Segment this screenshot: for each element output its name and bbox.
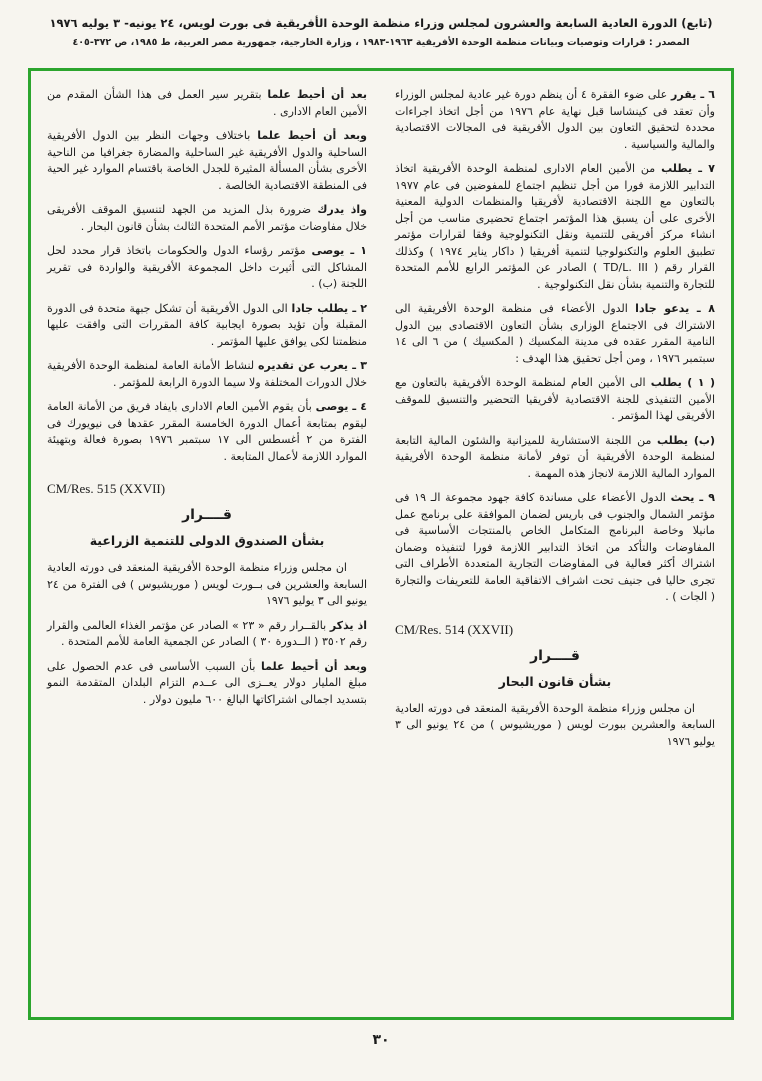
two-column-layout bbox=[47, 87, 715, 1007]
paragraph-left-1 bbox=[47, 87, 367, 120]
resolution-subject-ifad: بشأن الصندوق الدولى للتنمية الزراعية bbox=[89, 533, 325, 548]
paragraph-right-9 bbox=[395, 490, 715, 606]
paragraph-text: على ضوء الفقرة ٤ أن ينظم دورة غير عادية لمجلس الوزراء وأن تعقد فى كينشاسا قبل نهاية عام ١٩٧٦ من أجل اتخاذ اجراءات محددة لتحقيق التعاون بين الدول الأفريقية فى المجالات الاقتصادية والمالية والسياسية . bbox=[395, 88, 715, 151]
paragraph-lead: اذ يذكر bbox=[329, 618, 367, 632]
resolution-heading: قــــرار bbox=[182, 507, 232, 523]
resolution-code-515: CM/Res. 515 (XXVII) bbox=[47, 481, 166, 496]
paragraph-lead: وبعد أن أحيط علما bbox=[261, 659, 368, 673]
paragraph-left-2 bbox=[47, 128, 367, 194]
paragraph-right-6 bbox=[395, 87, 715, 153]
right-column bbox=[395, 87, 715, 1007]
paragraph-text: ان مجلس وزراء منظمة الوحدة الأفريقية المنعقد فى دورته العادية السابعة والعشرين فى بــورت لويس ( موريشيوس ) فى الفترة من ٢٤ يونيو الى ٣ يوليو ١٩٧٦ bbox=[47, 561, 367, 607]
resolution-heading: قــــرار bbox=[530, 647, 580, 664]
paragraph-lead: ٧ ـ يطلب bbox=[661, 162, 715, 175]
paragraph-text: بتقرير سير العمل فى هذا الشأن المقدم من الأمين العام الادارى . bbox=[47, 88, 367, 118]
paragraph-left-recalling bbox=[47, 618, 367, 651]
paragraph-text: من اللجنة الاستشارية للميزانية والشئون المالية التابعة لمنظمة الوحدة الأفريقية أن توفر لأمانة منظمة الوحدة الأفريقية الموارد المالية اللازمة لانجاز هذه المهمة . bbox=[395, 433, 715, 480]
paragraph-lead: ٢ ـ يطلب جادا bbox=[291, 301, 368, 315]
paragraph-lead: ٣ ـ يعرب عن تقديره bbox=[258, 359, 367, 372]
paragraph-left-noting bbox=[47, 659, 367, 709]
paragraph-lead: ٤ ـ يوصى bbox=[315, 400, 367, 413]
paragraph-lead: ١ ـ يوصى bbox=[311, 244, 367, 257]
paragraph-right-8b bbox=[395, 433, 715, 483]
left-column bbox=[47, 87, 367, 1007]
header-session-title: (تابع) الدورة العادية السابعة والعشرون لمجلس وزراء منظمة الوحدة الأفريقية فى بورت لويس، ٢٤ يونيه- ٣ يوليه ١٩٧٦ bbox=[49, 16, 713, 30]
page-number: ٣٠ bbox=[372, 1032, 390, 1048]
paragraph-lead: وبعد أن أحيط علما bbox=[257, 129, 368, 142]
paragraph-text: الى الأمين العام لمنظمة الوحدة الأفريقية بالتعاون مع الأمين التنفيذى للجنة الاقتصادية لأفريقيا التحضير والتنسيق للموقف الأفريقى لهذا المؤتمر . bbox=[395, 376, 715, 422]
paragraph-text: بالقــرار رقم « ٢٣ » الصادر عن مؤتمر الغذاء العالمى والقرار رقم ٣٥٠٢ ( الــدورة ٣٠ ) الصادر عن الجمعية العامة للأمم المتحدة . bbox=[47, 618, 367, 648]
paragraph-text: باختلاف وجهات النظر بين الدول الأفريقية الساحلية والدول الأفريقية غير الساحلية والمضارة جغرافيا من الناحية الأخرى بشأن المسألة المثيرة للجدل الخاصة باقتسام الموارد غير الحية فى المنطقة الاقتصادية الخالصة . bbox=[47, 129, 367, 192]
resolution-code-514: CM/Res. 514 (XXVII) bbox=[395, 621, 514, 637]
paragraph-lead: (ب) يطلب bbox=[656, 433, 716, 447]
resolution-subject-law-of-sea: بشأن قانون البحار bbox=[498, 673, 612, 689]
paragraph-text: ضرورة بذل المزيد من الجهد لتنسيق الموقف الأفريقى خلال مفاوضات مؤتمر الأمم المتحدة الثالث بشأن قانون البحار . bbox=[47, 203, 367, 233]
paragraph-text: لنشاط الأمانة العامة لمنظمة الوحدة الأفريقية خلال الدورات المختلفة ولا سيما الدورة الرابعة للمؤتمر . bbox=[47, 359, 367, 389]
paragraph-lead: واذ يدرك bbox=[317, 203, 368, 216]
paragraph-left-3 bbox=[47, 202, 367, 235]
paragraph-lead: ٦ ـ يقرر bbox=[671, 88, 715, 101]
paragraph-text: الدول الأعضاء فى منظمة الوحدة الأفريقية الى الاشتراك فى الاجتماع الوزارى بشأن التعاون الاقتصادى بين الدول النامية المقرر عقده فى مدينة المكسيك ( المكسيك ) من ٦ الى ١٤ سبتمبر ١٩٧٦ ، ومن أجل تحقيق هذا الهدف : bbox=[395, 302, 715, 365]
paragraph-right-8a bbox=[395, 375, 715, 425]
paragraph-left-preamble bbox=[47, 560, 367, 610]
paragraph-text: من الأمين العام الادارى لمنظمة الوحدة الأفريقية اتخاذ التدابير اللازمة فورا من أجل تنظيم اجتماع للمفوضين فى عام ١٩٧٧ بالتعاون مع اللجنة الاقتصادية لأفريقيا والمنظمات الدولية المعنية الأخرى على أن يسبق هذا المؤتمر اجتماع تحضيرى مناسب من أجل انشاء مركز أفريقى للتنمية ونقل التكنولوجية وفقا لقرارات مؤتمر تطبيق العلوم والتكنولوجيا لتنمية أفريقيا ( داكار يناير ١٩٧٤ ) وكذلك القرار رقم ( TD/L. III ) الصادر عن المؤتمر الرابع للأمم المتحدة للتجارة والتنمية بشأن نقل التكنولوجية . bbox=[395, 162, 715, 291]
page-header bbox=[0, 0, 762, 48]
paragraph-lead: ( ١ ) يطلب bbox=[650, 376, 716, 389]
green-border-frame bbox=[28, 68, 734, 1020]
paragraph-text: الى الدول الأفريقية أن تشكل جبهة متحدة فى الدورة المقبلة وأن تؤيد بصورة ايجابية كافة المقررات التى وافقت عليها منظمتنا لكى يوافق عليها المؤتمر . bbox=[47, 301, 367, 348]
header-source-note: المصدر : قرارات وتوصيات وبيانات منظمة الوحدة الأفريقية ١٩٦٣-١٩٨٣ ، وزارة الخارجية، جمهورية مصر العربية، ط ١٩٨٥، ص ٣٧٢-٤٠٥ bbox=[72, 37, 690, 48]
paragraph-right-8 bbox=[395, 301, 715, 367]
paragraph-text: مؤتمر رؤساء الدول والحكومات باتخاذ قرار محدد لحل المشاكل التى أثيرت داخل المجموعة الأفريقية والواردة فى تقرير اللجنة (ب) . bbox=[47, 244, 367, 290]
paragraph-right-preamble bbox=[395, 701, 715, 751]
paragraph-text: بأن يقوم الأمين العام الادارى بايفاد فريق من الأمانة العامة ليقوم بمتابعة أعمال الدورة الخامسة المقرر عقدها فى نيويورك فى الفترة من ٢ أغسطس الى ١٧ سبتمبر ١٩٧٦ بصورة فعالة وبتهيئة الموارد اللازمة لأعمال المتابعة . bbox=[47, 400, 367, 463]
paragraph-lead: ٩ ـ يحث bbox=[670, 491, 716, 504]
paragraph-lead: بعد أن أحيط علما bbox=[267, 88, 368, 101]
paragraph-left-item3 bbox=[47, 358, 367, 391]
paragraph-text: بأن السبب الأساسى فى عدم الحصول على مبلغ المليار دولار يعــزى الى عــدم التزام البلدان المتقدمة النمو بتسديد اجمالى اشتراكاتها البالغ ٦٠٠ مليون دولار . bbox=[47, 659, 367, 706]
paragraph-left-item1 bbox=[47, 243, 367, 293]
paragraph-lead: ٨ ـ يدعو جادا bbox=[635, 302, 716, 315]
paragraph-text: الدول الأعضاء على مساندة كافة جهود مجموعة الـ ١٩ فى مؤتمر الشمال والجنوب فى باريس لضمان الموافقة على برنامج عمل مانيلا وخاصة البرنامج المتكامل الخاص بالمنتجات الأساسية فى المفاوضات والتأكد من اتخاذ التدابير اللازمة فورا لتنفيذه وضمان اشتراك أكثر فعالية فى المفاوضات التجارية المتعددة الأطراف التى تجرى حاليا فى جنيف تحت اشراف الاتفاقية العامة للتعريفات والتجارة ( الجات ) . bbox=[395, 491, 715, 603]
paragraph-left-item2 bbox=[47, 301, 367, 351]
paragraph-text: ان مجلس وزراء منظمة الوحدة الأفريقية المنعقد فى دورته العادية السابعة والعشرين ببورت لويس ( موريشيوس ) من ٢٤ يونيو الى ٣ يوليو ١٩٧٦ bbox=[395, 701, 716, 748]
paragraph-right-7 bbox=[395, 161, 715, 293]
paragraph-left-item4 bbox=[47, 399, 367, 465]
